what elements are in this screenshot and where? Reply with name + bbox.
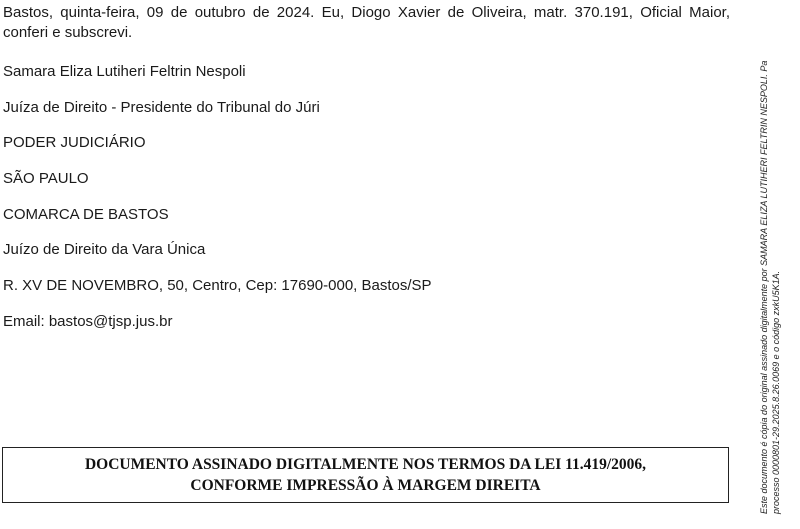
district-heading: COMARCA DE BASTOS [3, 206, 169, 223]
margin-note-line-2: processo 0000801-29.2025.8.26.0069 e o código zxkU5K1A. [771, 270, 781, 514]
court-email: Email: bastos@tjsp.jus.br [3, 313, 173, 330]
signature-notice-line-2: CONFORME IMPRESSÃO À MARGEM DIREITA [190, 477, 541, 494]
state-heading: SÃO PAULO [3, 170, 89, 187]
signer-name: Samara Eliza Lutiheri Feltrin Nespoli [3, 63, 246, 80]
margin-note-line-1: Este documento é cópia do original assinado digitalmente por SAMARA ELIZA LUTIHERI FELTRIN NESPOLI. Pa [759, 60, 769, 514]
signer-role: Juíza de Direito - Presidente do Tribunal do Júri [3, 99, 320, 116]
court-name: Juízo de Direito da Vara Única [3, 241, 206, 258]
intro-paragraph: Bastos, quinta-feira, 09 de outubro de 2024. Eu, Diogo Xavier de Oliveira, matr. 370.191, Oficial Maior, conferi e subscrevi. [3, 4, 730, 41]
authority-heading: PODER JUDICIÁRIO [3, 134, 146, 151]
signature-notice-line-1: DOCUMENTO ASSINADO DIGITALMENTE NOS TERMOS DA LEI 11.419/2006, [84, 456, 647, 473]
digital-signature-notice [2, 447, 729, 503]
court-address: R. XV DE NOVEMBRO, 50, Centro, Cep: 17690-000, Bastos/SP [3, 277, 432, 294]
